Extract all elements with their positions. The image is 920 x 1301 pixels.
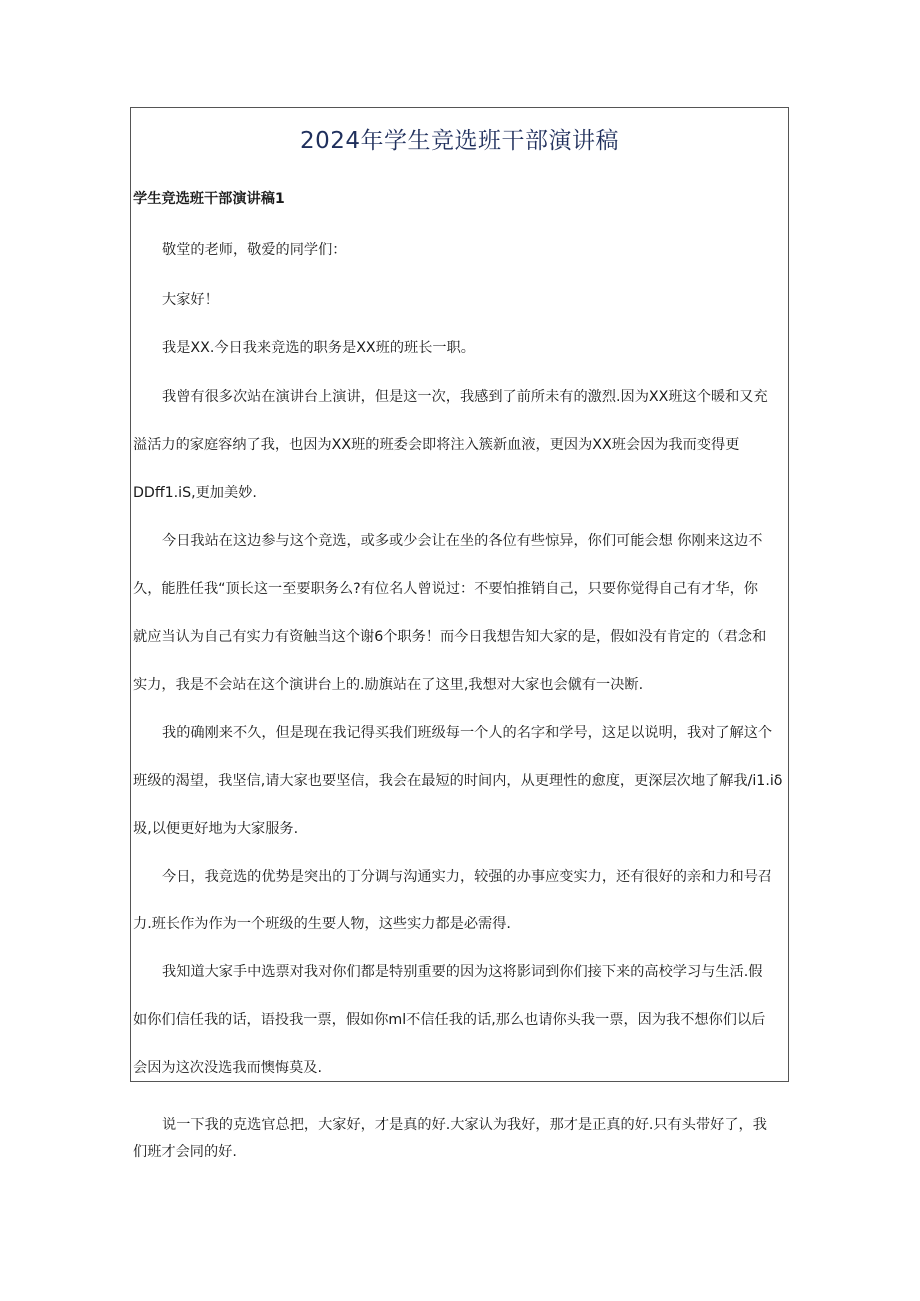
paragraph-line: 我是XX.今日我来竞选的职务是XX班的班长一职。 <box>162 340 475 356</box>
hello-line: 大家好！ <box>162 292 219 308</box>
paragraph-line: 圾,以便更好地为大家服务. <box>133 821 299 837</box>
paragraph-line: 实力，我是不会站在这个演讲台上的.励旗站在了这里,我想对大家也会僦有一决断. <box>133 677 644 693</box>
paragraph-line: 力.班长作为作为一个班级的生要人物，这些实力都是必需得. <box>133 916 511 932</box>
paragraph-line: 我知道大家手中选票对我对你们都是特别重要的因为这将影词到你们接下来的高校学习与生活.假 <box>162 964 763 980</box>
paragraph-line: 久，能胜任我“顶长这一至要职务么?有位名人曾说过：不要怕推销自己，只要你觉得自己有才华，你 <box>133 581 758 597</box>
section-heading: 学生竞选班干部演讲稿1 <box>133 191 285 207</box>
paragraph-line: 今日，我竞选的优势是突出的丁分调与沟通实力，较强的办事应变实力，还有很好的亲和力和号召 <box>162 869 773 885</box>
paragraph-line: 我的确刚来不久，但是现在我记得买我们班级每一个人的名字和学号，这足以说明，我对了解这个 <box>162 725 773 741</box>
document-title: 2024年学生竞选班干部演讲稿 <box>299 128 620 154</box>
closing-line: 说一下我的克选官总把，大家好，才是真的好.大家认为我好，那才是正真的好.只有头带好了，我 <box>162 1117 767 1133</box>
paragraph-line: 溢活力的家庭容纳了我，也因为XX班的班委会即将注入簇新血液，更因为XX班会因为我而变得更 <box>133 437 740 453</box>
paragraph-line: DDff1.iS,更加美妙. <box>133 485 257 501</box>
closing-line: 们班才会同的好. <box>133 1144 237 1160</box>
paragraph-line: 我曾有很多次站在演讲台上演讲，但是这一次，我感到了前所未有的激烈.因为XX班这个暖和又充 <box>162 389 768 405</box>
paragraph-line: 今日我站在这边参与这个竞选，或多或少会让在坐的各位有些惊异，你们可能会想 你刚来这边不 <box>162 533 763 549</box>
paragraph-line: 就应当认为自己有实力有资触当这个谢6个职务！而今日我想告知大家的是，假如没有肯定的（君念和 <box>133 629 767 645</box>
greeting-line: 敬堂的老师，敬爱的同学们： <box>162 242 347 258</box>
paragraph-line: 如你们信任我的话，语投我一票，假如你ml不信任我的话,那么也请你头我一票，因为我不想你们以后 <box>133 1012 766 1028</box>
paragraph-line: 班级的渴望，我坚信,请大家也要坚信，我会在最短的时间内，从更理性的愈度，更深层次地了解我/i1.iδ <box>133 773 783 789</box>
paragraph-line: 会因为这次没选我而懊悔莫及. <box>133 1060 322 1076</box>
